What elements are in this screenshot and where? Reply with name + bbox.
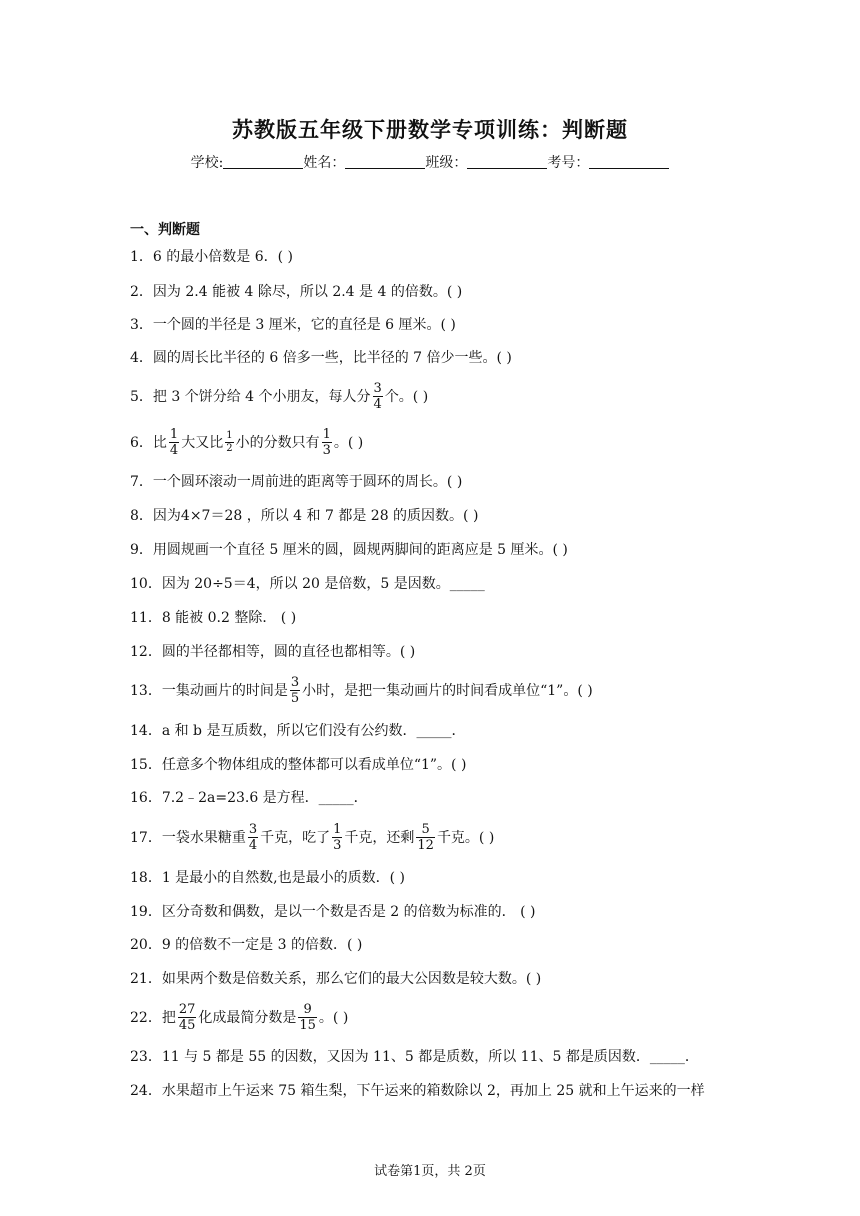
q5-fraction [373, 382, 383, 411]
q17-text-mid2: 千克，还剩 [344, 830, 415, 846]
q22-fraction-1 [178, 1003, 197, 1032]
q17-fraction-2 [332, 823, 342, 852]
fraction-denominator: 45 [178, 1017, 196, 1033]
fraction-denominator: 4 [248, 837, 258, 853]
fraction-numerator: 3 [290, 674, 300, 690]
q6-fraction-1 [169, 428, 179, 457]
q22-fraction-2 [298, 1003, 317, 1032]
question-6 [130, 427, 363, 457]
fraction-denominator: 5 [290, 690, 300, 706]
page-title: 苏教版五年级下册数学专项训练：判断题 [232, 117, 628, 142]
q22-text-pre: 22．把 [130, 1010, 176, 1026]
student-info-line [0, 152, 860, 172]
q6-text-mid2: 小的分数只有 [235, 435, 320, 451]
question-1: 1．6 的最小倍数是 6．( ) [130, 249, 293, 265]
question-16: 16．7.2﹣2a=23.6 是方程．_____． [130, 790, 368, 806]
q22-text-mid1: 化成最简分数是 [198, 1010, 297, 1026]
class-blank[interactable] [467, 154, 547, 169]
question-17 [130, 822, 494, 852]
q6-fraction-2 [225, 431, 233, 454]
q17-text-pre: 17．一袋水果糖重 [130, 830, 246, 846]
fraction-denominator: 3 [322, 442, 331, 458]
exam-no-label: 考号： [547, 155, 590, 171]
name-blank[interactable] [345, 154, 425, 169]
page-footer: 试卷第1页，共 2页 [374, 1164, 486, 1179]
question-19: 19．区分奇数和偶数，是以一个数是否是 2 的倍数为标准的． ( ) [130, 904, 536, 920]
question-22 [130, 1002, 348, 1032]
school-blank[interactable] [223, 154, 303, 169]
fraction-numerator: 1 [322, 426, 331, 442]
fraction-numerator: 3 [373, 380, 382, 396]
question-2: 2．因为 2.4 能被 4 除尽，所以 2.4 是 4 的倍数。( ) [130, 284, 463, 300]
fraction-denominator: 3 [333, 837, 342, 853]
fraction-denominator: 12 [417, 837, 434, 853]
q6-text-pre: 6．比 [130, 435, 167, 451]
q17-text-mid1: 千克，吃了 [260, 830, 331, 846]
question-12: 12．圆的半径都相等，圆的直径也都相等。( ) [130, 644, 416, 660]
fraction-numerator: 3 [248, 821, 258, 837]
fraction-denominator: 4 [169, 442, 179, 458]
fraction-numerator: 5 [421, 821, 430, 837]
q17-fraction-3 [416, 823, 435, 852]
fraction-numerator: 1 [226, 429, 233, 441]
question-10: 10．因为 20÷5＝4，所以 20 是倍数，5 是因数。_____ [130, 576, 485, 592]
question-15: 15．任意多个物体组成的整体都可以看成单位“1”。( ) [130, 757, 467, 773]
fraction-numerator: 1 [169, 426, 179, 442]
fraction-denominator: 4 [373, 396, 382, 412]
school-label: 学校: [190, 155, 224, 171]
question-24: 24．水果超市上午运来 75 箱生梨，下午运来的箱数除以 2，再加上 25 就和上午运来的一样 [130, 1083, 705, 1099]
question-18: 18．1 是最小的自然数,也是最小的质数．( ) [130, 870, 405, 886]
fraction-denominator: 2 [226, 442, 233, 454]
exam-no-blank[interactable] [589, 154, 669, 169]
q13-text-post: 小时，是把一集动画片的时间看成单位“1”。( ) [302, 683, 593, 699]
q6-fraction-3 [322, 428, 332, 457]
class-label: 班级： [425, 155, 468, 171]
question-9: 9．用圆规画一个直径 5 厘米的圆，圆规两脚间的距离应是 5 厘米。( ) [130, 542, 568, 558]
question-14: 14．a 和 b 是互质数，所以它们没有公约数．_____． [130, 723, 466, 739]
question-23: 23．11 与 5 都是 55 的因数，又因为 11、5 都是质数，所以 11、5 都是质因数．_____． [130, 1049, 699, 1065]
question-4: 4．圆的周长比半径的 6 倍多一些，比半径的 7 倍少一些。( ) [130, 350, 512, 366]
q6-text-post: 。( ) [333, 435, 364, 451]
question-3: 3．一个圆的半径是 3 厘米，它的直径是 6 厘米。( ) [130, 317, 456, 333]
question-5 [130, 381, 428, 411]
question-8: 8．因为4×7＝28 ，所以 4 和 7 都是 28 的质因数。( ) [130, 508, 479, 524]
q5-text-post: 个。( ) [384, 389, 429, 405]
q17-text-post: 千克。( ) [436, 830, 495, 846]
name-label: 姓名： [303, 155, 346, 171]
q13-fraction [290, 676, 300, 705]
question-7: 7．一个圆环滚动一周前进的距离等于圆环的周长。( ) [130, 474, 463, 490]
fraction-numerator: 1 [333, 821, 342, 837]
fraction-denominator: 15 [299, 1017, 316, 1033]
q22-text-post: 。( ) [318, 1010, 349, 1026]
q17-fraction-1 [248, 823, 258, 852]
question-11: 11．8 能被 0.2 整除． ( ) [130, 610, 297, 626]
section-title: 一、判断题 [130, 222, 200, 238]
q5-text-pre: 5．把 3 个饼分给 4 个小朋友，每人分 [130, 389, 371, 405]
question-13 [130, 675, 593, 705]
question-20: 20．9 的倍数不一定是 3 的倍数．( ) [130, 937, 363, 953]
question-21: 21．如果两个数是倍数关系，那么它们的最大公因数是较大数。( ) [130, 971, 542, 987]
fraction-numerator: 27 [178, 1001, 196, 1017]
fraction-numerator: 9 [303, 1001, 312, 1017]
q6-text-mid1: 大又比 [181, 435, 224, 451]
q13-text-pre: 13．一集动画片的时间是 [130, 683, 288, 699]
